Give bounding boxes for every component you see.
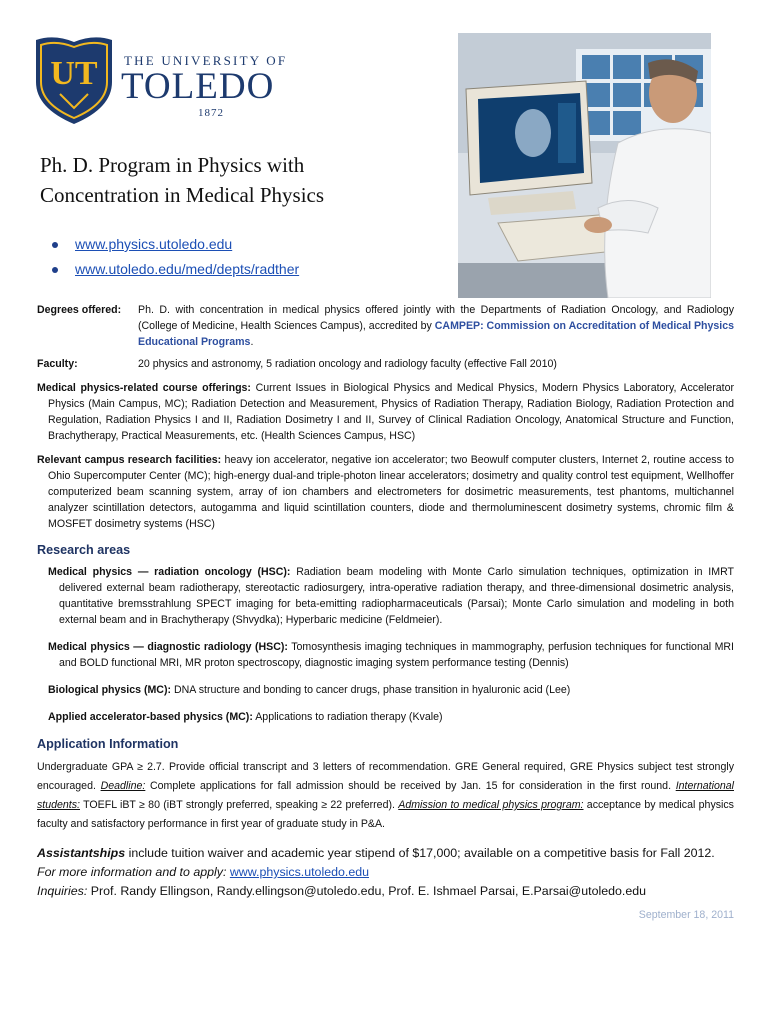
- title-line-2: Concentration in Medical Physics: [40, 183, 325, 207]
- document-date: September 18, 2011: [638, 909, 734, 921]
- research-item: Applied accelerator-based physics (MC): Applications to radiation therapy (Kvale): [48, 711, 443, 723]
- page-title: [40, 150, 440, 210]
- international-label: International students:: [37, 780, 734, 811]
- apply-link[interactable]: www.physics.utoledo.edu: [229, 865, 369, 879]
- research-item: Medical physics — diagnostic radiology (HSC): Tomosynthesis imaging techniques in mammography, perfusion techniques for functional MRI and BOLD functional MRI, MR proton spectroscopy, diagnostic imaging system performance testing (Dennis): [48, 641, 734, 669]
- degrees-text: Ph. D. with concentration in medical physics offered jointly with the Departments of Radiation Oncology, and Radiology (College of Medicine, Health Sciences Campus), accredited by CAMPEP: Commission on Accreditation of Medical Physics Educational Programs.: [138, 304, 734, 348]
- list-item: [50, 257, 299, 282]
- logo-year: 1872: [198, 107, 224, 119]
- facilities-paragraph: [37, 452, 734, 532]
- photo-physicist-at-workstation: [458, 33, 711, 298]
- research-item: Medical physics — radiation oncology (HSC): Radiation beam modeling with Monte Carlo simulation techniques, optimization in IMRT delivered external beam radiotherapy, stereotactic radiosurgery, intra-operative radiation therapy, and three-dimensional dosimetric analysis, quantitative bremsstrahlung SPECT imaging for beta-emitting radiopharmaceuticals (Parsai); Monte Carlo simulation and modeling in both external beam and in Brachytherapy (Shvydka); Hyperbaric medicine (Feldmeier).: [48, 566, 734, 626]
- courses-text: Current Issues in Biological Physics and Medical Physics, Modern Physics Laboratory, Accelerator Physics (Main Campus, MC); Radiation Detection and Measurement, Physics of Radiation Therapy, Radiation Biology, Radiation Protection and Regulation, Radiation Physics I and II, Radiation Dosimetry I and II, Survey of Clinical Radiation Oncology, Anatomical Structure and Function, Brachytherapy, Practical Measurements, etc. (Health Sciences Campus, HSC): [48, 382, 735, 442]
- assistantships-label: Assistantships: [37, 846, 126, 860]
- link-radther-site[interactable]: www.utoledo.edu/med/depts/radther: [75, 261, 300, 277]
- faculty-row: [37, 356, 734, 372]
- bullet-icon: [52, 267, 58, 273]
- bullet-icon: [52, 242, 58, 248]
- research-heading: Research areas: [37, 543, 131, 557]
- degrees-row: [37, 302, 734, 350]
- list-item: [50, 232, 299, 257]
- facilities-label: Relevant campus research facilities:: [37, 454, 222, 466]
- shield-icon: [34, 34, 114, 126]
- courses-label: Medical physics-related course offerings:: [37, 382, 251, 394]
- link-physics-site[interactable]: www.physics.utoledo.edu: [75, 236, 233, 252]
- logo-university-of: THE UNIVERSITY OF: [124, 53, 288, 68]
- research-item: Biological physics (MC): DNA structure and bonding to cancer drugs, phase transition in hyaluronic acid (Lee): [48, 684, 571, 696]
- accreditor: CAMPEP: Commission on Accreditation of Medical Physics Educational Programs: [138, 320, 734, 348]
- application-paragraph: Undergraduate GPA ≥ 2.7. Provide official transcript and 3 letters of recommendation. GRE General required, GRE Physics subject test strongly encouraged. Deadline: Complete applications for fall admission should be received by Jan. 15 for consideration in the first round. International students: TOEFL iBT ≥ 80 (iBT strongly preferred, speaking ≥ 22 preferred). Admission to medical physics program: acceptance by medical physics faculty and satisfactory performance in first year of graduate study in P&A.: [37, 761, 734, 830]
- program-details: [37, 302, 734, 923]
- facilities-text: heavy ion accelerator, negative ion accelerator; two Beowulf computer clusters, Internet 2, routine access to Ohio Supercomputer Center (MC); high-energy dual-and triple-photon linear accelerators; dosimetry and quality control test equipment, Wellhoffer computerized beam scanning system, array of ion chambers and electrometers for dosimetric measurements, test phantoms, multichannel analyzer scintillation detectors, autogamma and liquid scintillation counters, diode and thermoluminescent dosimetry systems, chromic film & MOSFET dosimetry systems (HSC): [48, 454, 734, 530]
- faculty-label: Faculty:: [37, 358, 78, 370]
- degrees-label: Degrees offered:: [37, 304, 122, 316]
- link-list: [50, 232, 299, 282]
- application-heading: Application Information: [37, 737, 179, 751]
- assistantships-paragraph: Assistantships include tuition waiver and academic year stipend of $17,000; available on a competitive basis for Fall 2012. For more information and to apply: www.physics.utoledo.edu Inquiries: Prof. Randy Ellingson, Randy.ellingson@utoledo.edu, Prof. E. Ishmael Parsai, E.Parsai@utoledo.edu: [37, 846, 715, 898]
- more-info-label: For more information and to apply:: [37, 865, 227, 879]
- inquiries-text: Prof. Randy Ellingson, Randy.ellingson@utoledo.edu, Prof. E. Ishmael Parsai, E.Parsai@utoledo.edu: [87, 884, 647, 898]
- logo-letters: UT: [50, 55, 98, 92]
- admission-label: Admission to medical physics program:: [398, 799, 584, 811]
- logo-name: TOLEDO: [121, 66, 275, 107]
- university-logo: [34, 34, 304, 124]
- inquiries-label: Inquiries:: [37, 884, 88, 898]
- faculty-text: 20 physics and astronomy, 5 radiation oncology and radiology faculty (effective Fall 2010): [138, 358, 557, 370]
- courses-paragraph: [37, 380, 734, 444]
- deadline-label: Deadline:: [100, 780, 146, 792]
- title-line-1: Ph. D. Program in Physics with: [40, 153, 305, 177]
